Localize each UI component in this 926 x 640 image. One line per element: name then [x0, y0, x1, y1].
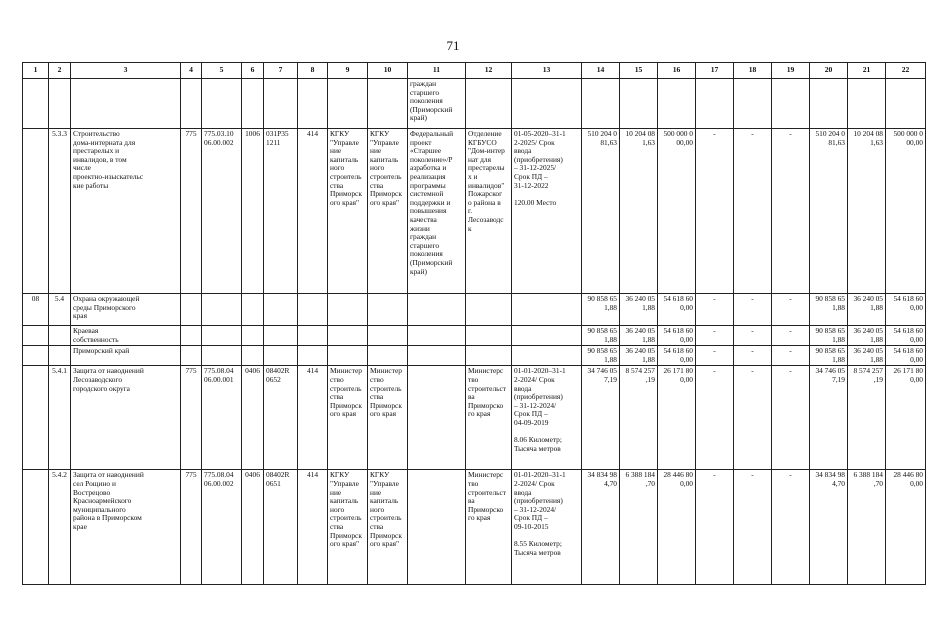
- table-cell: [368, 294, 408, 326]
- table-cell: 6 388 184 ,70: [848, 470, 886, 585]
- table-cell: 90 858 65 1,88: [810, 346, 848, 366]
- table-cell: 01-01-2020–31-1 2-2024/ Срок ввода (приобретения) – 31-12-2024/ Срок ПД – 09-10-2015 8.55 Километр; Тысяча метров: [512, 470, 582, 585]
- table-cell: 28 446 80 0,00: [886, 470, 926, 585]
- table-cell: Защита от наводнений сел Рощино и Вострецово Красноармейского муниципального района в Приморском крае: [71, 470, 181, 585]
- page-number: 71: [446, 38, 460, 53]
- table-row: [23, 79, 926, 129]
- table-cell: [23, 470, 49, 585]
- table-cell: 1006: [242, 129, 264, 294]
- table-cell: [328, 294, 368, 326]
- table-cell: [298, 79, 328, 129]
- table-cell: -: [696, 129, 734, 294]
- table-cell: Защита от наводнений Лесозаводского городского округа: [71, 366, 181, 470]
- table-cell: [408, 294, 466, 326]
- column-header: 9: [328, 63, 368, 79]
- table-cell: 10 204 08 1,63: [848, 129, 886, 294]
- table-cell: [620, 79, 658, 129]
- table-cell: 5.4: [49, 294, 71, 326]
- table-cell: 8 574 257 ,19: [848, 366, 886, 470]
- table-cell: -: [772, 129, 810, 294]
- table-cell: 510 204 0 81,63: [810, 129, 848, 294]
- table-cell: 08402R 0651: [264, 470, 298, 585]
- table-row: [23, 294, 926, 326]
- column-header: 11: [408, 63, 466, 79]
- table-cell: -: [734, 470, 772, 585]
- table-cell: [264, 326, 298, 346]
- table-cell: 775.08.04 06.00.001: [202, 366, 242, 470]
- column-header: 13: [512, 63, 582, 79]
- table-cell: [181, 294, 202, 326]
- table-cell: 08402R 0652: [264, 366, 298, 470]
- table-cell: [848, 79, 886, 129]
- table-cell: КГКУ "Управле ние капиталь ного строитель ства Приморск ого края": [328, 470, 368, 585]
- column-header: 22: [886, 63, 926, 79]
- table-cell: [181, 326, 202, 346]
- table-cell: Федеральный проект «Старшее поколение»/Р азработка и реализация программы системной поддержки и повышения качества жизни граждан старшего поколения (Приморский край): [408, 129, 466, 294]
- table-cell: 8 574 257 ,19: [620, 366, 658, 470]
- table-cell: [696, 79, 734, 129]
- table-cell: 26 171 80 0,00: [658, 366, 696, 470]
- table-cell: -: [772, 294, 810, 326]
- table-cell: 26 171 80 0,00: [886, 366, 926, 470]
- table-cell: [181, 79, 202, 129]
- column-header: 2: [49, 63, 71, 79]
- table-cell: 0406: [242, 366, 264, 470]
- table-cell: 414: [298, 129, 328, 294]
- table-cell: 36 240 05 1,88: [848, 326, 886, 346]
- table-cell: [772, 79, 810, 129]
- column-header: 5: [202, 63, 242, 79]
- table-cell: [582, 79, 620, 129]
- table-cell: [368, 79, 408, 129]
- table-cell: 28 446 80 0,00: [658, 470, 696, 585]
- table-cell: -: [696, 346, 734, 366]
- table-cell: 54 618 60 0,00: [886, 346, 926, 366]
- column-header: 16: [658, 63, 696, 79]
- table-cell: 54 618 60 0,00: [658, 326, 696, 346]
- table-cell: [298, 326, 328, 346]
- table-cell: -: [734, 129, 772, 294]
- table-row: [23, 326, 926, 346]
- table-cell: 01-05-2020–31-1 2-2025/ Срок ввода (приобретения) – 31-12-2025/ Срок ПД – 31-12-2022 120.00 Место: [512, 129, 582, 294]
- table-cell: Строительство дома-интерната для престарелых и инвалидов, в том числе проектно-изыскательс кие работы: [71, 129, 181, 294]
- table-cell: [408, 366, 466, 470]
- column-header: 18: [734, 63, 772, 79]
- table-cell: -: [696, 366, 734, 470]
- table-cell: [466, 79, 512, 129]
- table-cell: [466, 326, 512, 346]
- table-cell: [328, 326, 368, 346]
- column-header: 17: [696, 63, 734, 79]
- column-header: 21: [848, 63, 886, 79]
- table-cell: -: [696, 326, 734, 346]
- table-cell: [202, 326, 242, 346]
- table-cell: 5.4.2: [49, 470, 71, 585]
- table-cell: 500 000 0 00,00: [886, 129, 926, 294]
- table-cell: [264, 346, 298, 366]
- table-cell: Министерс тво строительст ва Приморско го края: [466, 366, 512, 470]
- table-cell: граждан старшего поколения (Приморский край): [408, 79, 466, 129]
- table-cell: [242, 346, 264, 366]
- header-row: [23, 63, 926, 79]
- table-cell: [512, 346, 582, 366]
- table-cell: 775.08.04 06.00.002: [202, 470, 242, 585]
- table-cell: [512, 294, 582, 326]
- table-cell: 01-01-2020–31-1 2-2024/ Срок ввода (приобретения) – 31-12-2024/ Срок ПД – 04-09-2019 8.06 Километр; Тысяча метров: [512, 366, 582, 470]
- table-cell: 500 000 0 00,00: [658, 129, 696, 294]
- table-cell: 36 240 05 1,88: [848, 294, 886, 326]
- table-cell: 6 388 184 ,70: [620, 470, 658, 585]
- table-cell: 5.4.1: [49, 366, 71, 470]
- table-cell: 775.03.10 06.00.002: [202, 129, 242, 294]
- table-cell: -: [772, 470, 810, 585]
- column-header: 15: [620, 63, 658, 79]
- table-cell: [298, 294, 328, 326]
- table-cell: 414: [298, 366, 328, 470]
- table-cell: -: [772, 326, 810, 346]
- table-cell: [328, 79, 368, 129]
- table-row: [23, 346, 926, 366]
- table-cell: 36 240 05 1,88: [620, 326, 658, 346]
- table-cell: 10 204 08 1,63: [620, 129, 658, 294]
- table-cell: [202, 346, 242, 366]
- table-cell: [49, 79, 71, 129]
- column-header: 1: [23, 63, 49, 79]
- table-cell: 36 240 05 1,88: [620, 346, 658, 366]
- table-cell: -: [696, 470, 734, 585]
- table-cell: 36 240 05 1,88: [620, 294, 658, 326]
- table-cell: Министер ство строитель ства Приморск ого края: [368, 366, 408, 470]
- column-header: 12: [466, 63, 512, 79]
- column-header: 19: [772, 63, 810, 79]
- table-cell: [408, 470, 466, 585]
- table-cell: Министерс тво строительст ва Приморско го края: [466, 470, 512, 585]
- table-cell: [368, 346, 408, 366]
- table-row: [23, 129, 926, 294]
- table-cell: [264, 79, 298, 129]
- table-cell: [466, 294, 512, 326]
- table-cell: [886, 79, 926, 129]
- column-header: 14: [582, 63, 620, 79]
- table-cell: [298, 346, 328, 366]
- table-cell: -: [734, 346, 772, 366]
- table-cell: [408, 346, 466, 366]
- table-cell: [658, 79, 696, 129]
- table-cell: [49, 326, 71, 346]
- table-cell: 0406: [242, 470, 264, 585]
- table-row: [23, 470, 926, 585]
- table-cell: -: [734, 294, 772, 326]
- table-row: [23, 366, 926, 470]
- table-cell: 510 204 0 81,63: [582, 129, 620, 294]
- column-header: 7: [264, 63, 298, 79]
- table-cell: [23, 366, 49, 470]
- table-cell: 54 618 60 0,00: [658, 294, 696, 326]
- table-cell: -: [734, 326, 772, 346]
- table-cell: [23, 129, 49, 294]
- table-cell: [202, 294, 242, 326]
- table-cell: 90 858 65 1,88: [582, 294, 620, 326]
- table-cell: 775: [181, 366, 202, 470]
- table-cell: [202, 79, 242, 129]
- table-cell: [23, 326, 49, 346]
- table-cell: 34 834 98 4,70: [582, 470, 620, 585]
- table-cell: Охрана окружающей среды Приморского края: [71, 294, 181, 326]
- table-cell: [408, 326, 466, 346]
- table-cell: [23, 79, 49, 129]
- table-cell: -: [772, 366, 810, 470]
- table-cell: 36 240 05 1,88: [848, 346, 886, 366]
- table-cell: 54 618 60 0,00: [886, 294, 926, 326]
- table-cell: [242, 294, 264, 326]
- table-cell: [466, 346, 512, 366]
- table-cell: [810, 79, 848, 129]
- table-cell: -: [772, 346, 810, 366]
- table-cell: [264, 294, 298, 326]
- table-cell: -: [734, 366, 772, 470]
- column-header: 10: [368, 63, 408, 79]
- column-header: 20: [810, 63, 848, 79]
- table-cell: 90 858 65 1,88: [582, 326, 620, 346]
- table-cell: 031P35 1211: [264, 129, 298, 294]
- table-cell: Приморский край: [71, 346, 181, 366]
- table-cell: [512, 326, 582, 346]
- table-cell: Министер ство строитель ства Приморск ого края: [328, 366, 368, 470]
- table-cell: [49, 346, 71, 366]
- table-cell: -: [696, 294, 734, 326]
- table-cell: 34 746 05 7,19: [582, 366, 620, 470]
- table-cell: КГКУ "Управле ние капиталь ного строитель ства Приморск ого края": [368, 470, 408, 585]
- table-cell: [71, 79, 181, 129]
- table-cell: Отделение КГБУСО "Дом-интер нат для престарелы х и инвалидов" Пожарског о района в г. Лесозаводс к: [466, 129, 512, 294]
- table-cell: [328, 346, 368, 366]
- table-cell: 90 858 65 1,88: [810, 294, 848, 326]
- column-header: 4: [181, 63, 202, 79]
- table-cell: [181, 346, 202, 366]
- table-cell: 08: [23, 294, 49, 326]
- column-header: 8: [298, 63, 328, 79]
- table-cell: 90 858 65 1,88: [582, 346, 620, 366]
- table-cell: 775: [181, 129, 202, 294]
- column-header: 3: [71, 63, 181, 79]
- data-table: [22, 62, 926, 585]
- column-header: 6: [242, 63, 264, 79]
- table-cell: КГКУ "Управле ние капиталь ного строитель ства Приморск ого края": [368, 129, 408, 294]
- table-cell: [734, 79, 772, 129]
- table-cell: 34 746 05 7,19: [810, 366, 848, 470]
- table-cell: [368, 326, 408, 346]
- table-cell: Краевая собственность: [71, 326, 181, 346]
- table-cell: 5.3.3: [49, 129, 71, 294]
- table-cell: [512, 79, 582, 129]
- table-cell: [242, 79, 264, 129]
- table-cell: 90 858 65 1,88: [810, 326, 848, 346]
- table-cell: 54 618 60 0,00: [886, 326, 926, 346]
- table-cell: 414: [298, 470, 328, 585]
- table-cell: КГКУ "Управле ние капиталь ного строитель ства Приморск ого края": [328, 129, 368, 294]
- table-cell: [242, 326, 264, 346]
- table-cell: 34 834 98 4,70: [810, 470, 848, 585]
- table-cell: 775: [181, 470, 202, 585]
- table-cell: 54 618 60 0,00: [658, 346, 696, 366]
- table-cell: [23, 346, 49, 366]
